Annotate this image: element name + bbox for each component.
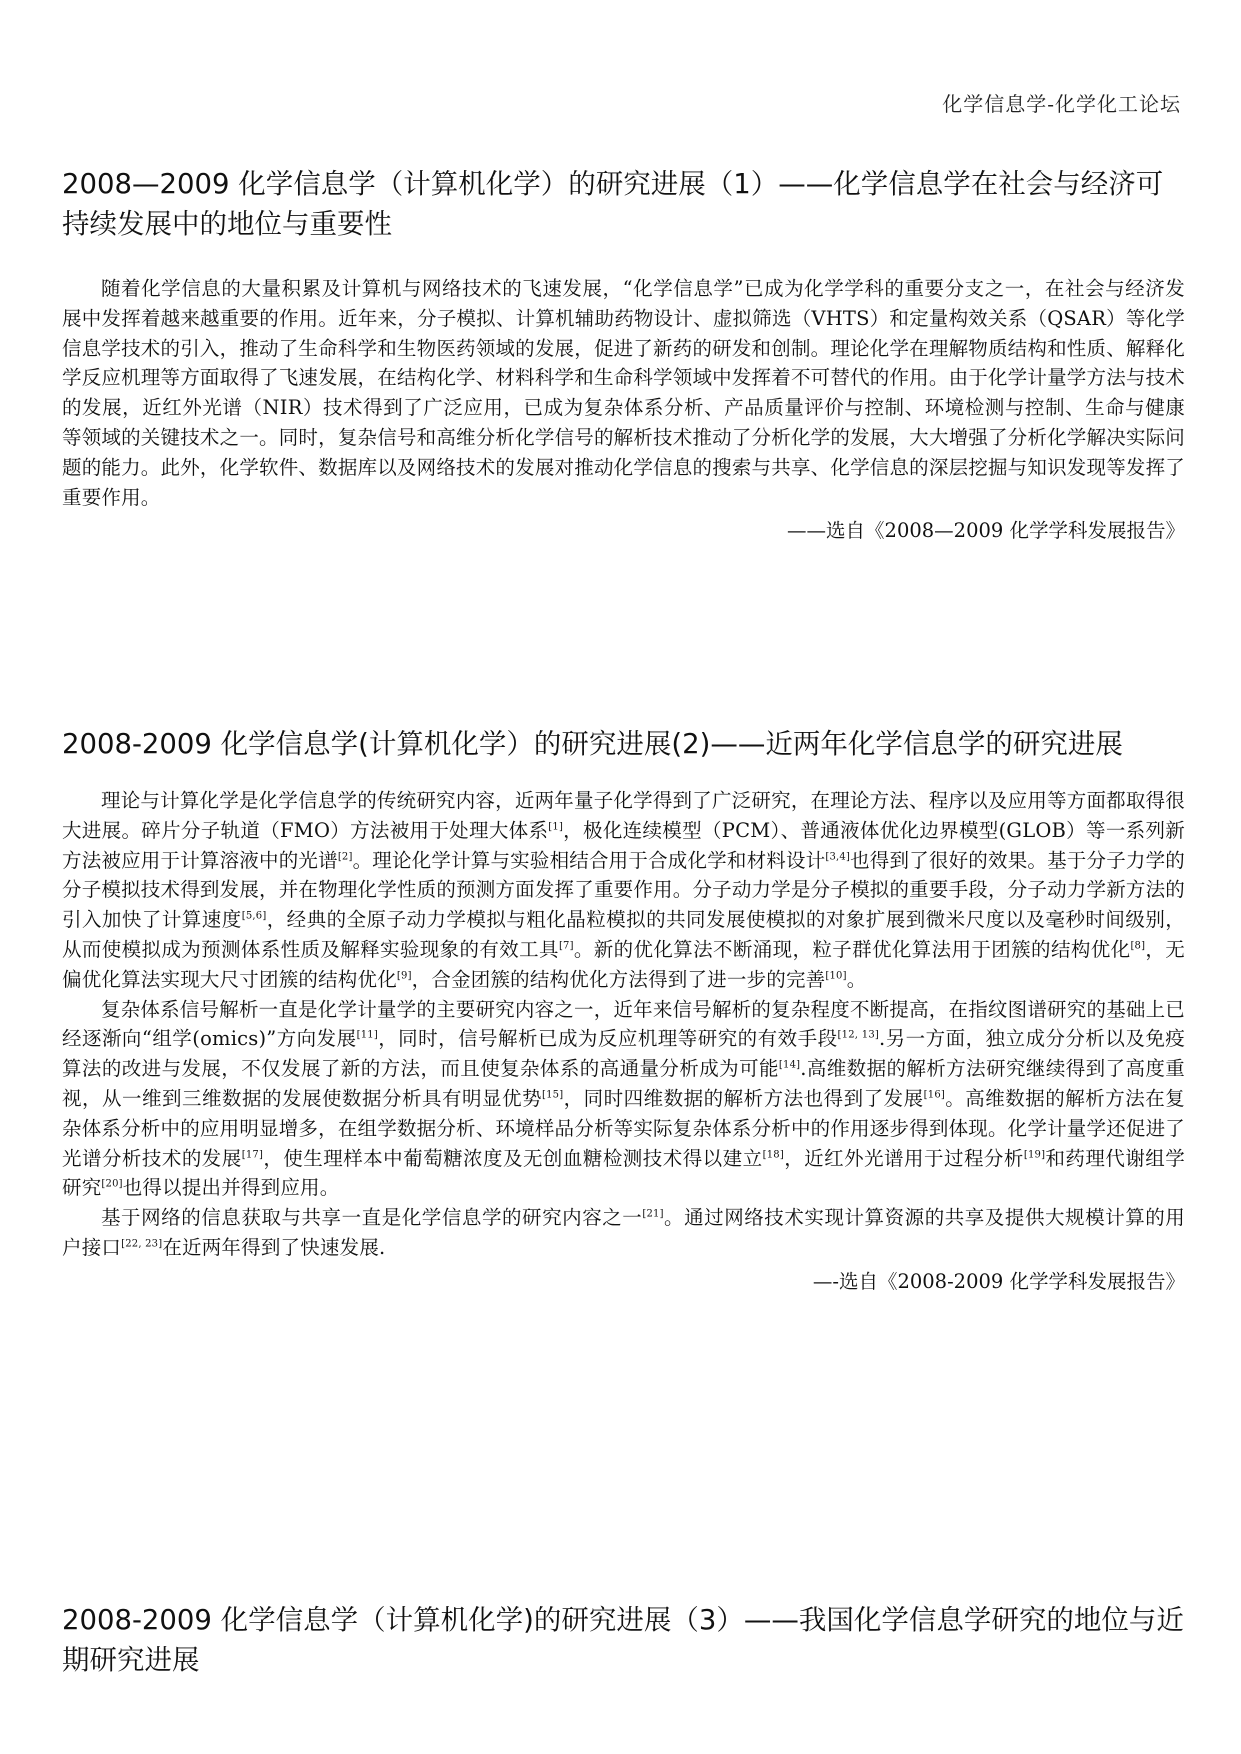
text: .高维数据的解析方法研究继续得到了高度重视，从一维到三维数据的发展使数据分析具有明显优势 — [62, 1057, 1185, 1110]
section-1-source: ——选自《2008—2009 化学学科发展报告》 — [787, 519, 1185, 543]
citation: [1] — [548, 821, 564, 833]
citation: [8] — [1130, 940, 1146, 952]
text: 在近两年得到了快速发展. — [162, 1235, 386, 1259]
section-2-source: —-选自《2008-2009 化学学科发展报告》 — [812, 1269, 1185, 1293]
section-3 — [62, 1600, 1185, 1680]
citation: [19] — [1023, 1149, 1046, 1161]
running-head: 化学信息学-化学化工论坛 — [942, 92, 1181, 116]
text: 。新的优化算法不断涌现，粒子群优化算法用于团簇的结构优化 — [573, 937, 1131, 961]
text: ，同时四维数据的解析方法也得到了发展 — [563, 1086, 924, 1110]
citation: [9] — [396, 970, 412, 982]
citation: [21] — [642, 1208, 664, 1220]
text: 理论与计算化学是化学信息学的传统研究内容，近两年量子化学得到了广泛研究，在理论方法、程序以及应用等方面都取得很大进展。碎片分子轨道（FMO）方法被用于处理大体系 — [62, 789, 1185, 842]
text: 。 — [846, 967, 867, 991]
citation: [17] — [241, 1149, 264, 1161]
text: ，使生理样本中葡萄糖浓度及无创血糖检测技术得以建立 — [263, 1146, 763, 1170]
text: ，无偏优化算法实现大尺寸团簇的结构优化 — [62, 937, 1185, 991]
citation: [5,6] — [241, 910, 267, 922]
citation: [12, 13] — [837, 1029, 880, 1041]
citation: [16] — [923, 1089, 945, 1101]
text: 也得以提出并得到应用。 — [122, 1176, 340, 1200]
text: .另一方面，独立成分分析以及免疫算法的改进与发展，不仅发展了新的方法，而且使复杂体系的高通量分析成为可能 — [62, 1027, 1185, 1081]
citation: [11] — [356, 1029, 378, 1041]
text: 和药理代谢组学研究 — [62, 1146, 1185, 1200]
text: ，经典的全原子动力学模拟与粗化晶粒模拟的共同发展使模拟的对象扩展到微米尺度以及毫秒时间级别，从而使模拟成为预测体系性质及解释实验现象的有效工具 — [62, 908, 1185, 961]
text: 。理论化学计算与实验相结合用于合成化学和材料设计 — [352, 848, 826, 872]
text: 。高维数据的解析方法在复杂体系分析中的应用明显增多，在组学数据分析、环境样品分析等实际复杂体系分析中的作用逐步得到体现。化学计量学还促进了光谱分析技术的发展 — [62, 1086, 1185, 1170]
section-2-paragraph-3 — [62, 1203, 1185, 1263]
text: ，合金团簇的结构优化方法得到了进一步的完善 — [411, 967, 826, 991]
section-2-paragraph-2 — [62, 995, 1185, 1204]
section-2-title: 2008-2009 化学信息学(计算机化学）的研究进展(2)——近两年化学信息学的研究进展 — [62, 728, 1123, 760]
citation: [10] — [825, 970, 847, 982]
text: 也得到了很好的效果。基于分子力学的分子模拟技术得到发展，并在物理化学性质的预测方面发挥了重要作用。分子动力学是分子模拟的重要手段，分子动力学新方法的引入加快了计算速度 — [62, 848, 1186, 932]
section-3-title: 2008-2009 化学信息学（计算机化学)的研究进展（3）——我国化学信息学研究的地位与近期研究进展 — [62, 1604, 1184, 1676]
text: 基于网络的信息获取与共享一直是化学信息学的研究内容之一 — [101, 1206, 643, 1230]
citation: [20] — [101, 1178, 123, 1190]
citation: [14] — [778, 1059, 801, 1071]
text: 。通过网络技术实现计算资源的共享及提供大规模计算的用户接口 — [62, 1206, 1185, 1259]
section-1-title: 2008—2009 化学信息学（计算机化学）的研究进展（1）——化学信息学在社会与经济可持续发展中的地位与重要性 — [62, 168, 1164, 240]
text: ，极化连续模型（PCM）、普通液体优化边界模型(GLOB）等一系列新方法被应用于计算溶液中的光谱 — [62, 818, 1185, 872]
section-2 — [62, 724, 1185, 1297]
section-2-paragraph-1 — [62, 786, 1185, 995]
citation: [18] — [762, 1149, 784, 1161]
citation: [2] — [337, 851, 353, 863]
text: ，同时，信号解析已成为反应机理等研究的有效手段 — [377, 1027, 838, 1051]
text: ，近红外光谱用于过程分析 — [783, 1146, 1024, 1170]
section-1-body — [62, 274, 1185, 546]
citation: [7] — [558, 940, 574, 952]
section-1 — [62, 164, 1185, 546]
citation: [15] — [542, 1089, 564, 1101]
section-1-paragraph: 随着化学信息的大量积累及计算机与网络技术的飞速发展，“化学信息学”已成为化学学科的重要分支之一，在社会与经济发展中发挥着越来越重要的作用。近年来，分子模拟、计算机辅助药物设计、虚拟筛选（VHTS）和定量构效关系（QSAR）等化学信息学技术的引入，推动了生命科学和生物医药领域的发展，促进了新药的研发和创制。理论化学在理解物质结构和性质、解释化学反应机理等方面取得了飞速发展，在结构化学、材料科学和生命科学领域中发挥着不可替代的作用。由于化学计量学方法与技术的发展，近红外光谱（NIR）技术得到了广泛应用，已成为复杂体系分析、产品质量评价与控制、环境检测与控制、生命与健康等领域的关键技术之一。同时，复杂信号和高维分析化学信号的解析技术推动了分析化学的发展，大大增强了分析化学解决实际问题的能力。此外，化学软件、数据库以及网络技术的发展对推动化学信息的搜索与共享、化学信息的深层挖掘与知识发现等发挥了重要作用。 — [62, 277, 1185, 509]
section-2-body — [62, 786, 1185, 1297]
citation: [22, 23] — [121, 1238, 163, 1250]
citation: [3,4] — [825, 851, 851, 863]
text: 复杂体系信号解析一直是化学计量学的主要研究内容之一，近年来信号解析的复杂程度不断提高，在指纹图谱研究的基础上已经逐渐向“组学(omics)”方向发展 — [62, 997, 1185, 1051]
